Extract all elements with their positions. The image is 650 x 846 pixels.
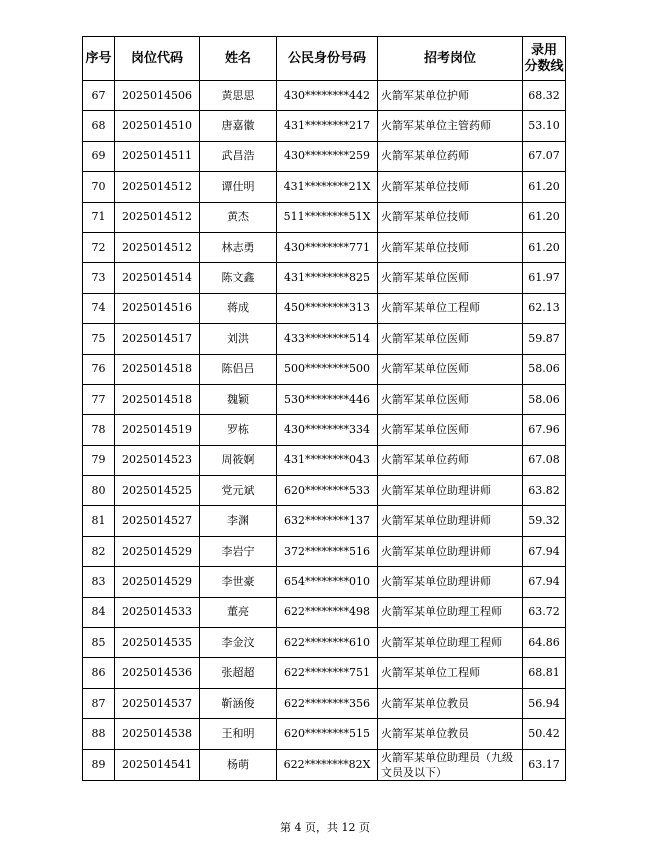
cell-seq: 81 [83, 506, 115, 536]
cell-name: 唐嘉徽 [200, 111, 277, 141]
cell-id: 511********51X [277, 202, 378, 232]
cell-code: 2025014535 [115, 628, 200, 658]
cell-id: 450********313 [277, 293, 378, 323]
cell-code: 2025014527 [115, 506, 200, 536]
cell-score: 61.20 [523, 172, 566, 202]
cell-code: 2025014537 [115, 688, 200, 718]
cell-id: 622********82X [277, 749, 378, 780]
header-score-line1: 录用 [530, 42, 557, 58]
cell-code: 2025014512 [115, 232, 200, 262]
cell-code: 2025014536 [115, 658, 200, 688]
cell-score: 56.94 [523, 688, 566, 718]
cell-seq: 71 [83, 202, 115, 232]
cell-id: 622********751 [277, 658, 378, 688]
cell-name: 罗栋 [200, 415, 277, 445]
cell-position: 火箭军某单位医师 [378, 263, 523, 293]
cell-id: 431********21X [277, 172, 378, 202]
cell-position: 火箭军某单位助理员（九级文员及以下） [378, 749, 523, 780]
header-row [83, 37, 566, 81]
cell-position: 火箭军某单位教员 [378, 688, 523, 718]
cell-position: 火箭军某单位助理讲师 [378, 536, 523, 566]
cell-score: 61.20 [523, 232, 566, 262]
cell-seq: 77 [83, 384, 115, 414]
cell-score: 64.86 [523, 628, 566, 658]
cell-score: 67.94 [523, 567, 566, 597]
table-row [83, 172, 566, 202]
cell-position: 火箭军某单位助理工程师 [378, 597, 523, 627]
cell-seq: 80 [83, 476, 115, 506]
cell-code: 2025014519 [115, 415, 200, 445]
cell-seq: 68 [83, 111, 115, 141]
header-code: 岗位代码 [115, 37, 200, 81]
cell-code: 2025014533 [115, 597, 200, 627]
cell-seq: 86 [83, 658, 115, 688]
table-row [83, 202, 566, 232]
cell-name: 黄思思 [200, 81, 277, 111]
roster-table [82, 36, 566, 781]
cell-name: 周筱婀 [200, 445, 277, 475]
cell-id: 620********533 [277, 476, 378, 506]
cell-score: 67.07 [523, 141, 566, 171]
table-row [83, 324, 566, 354]
cell-score: 58.06 [523, 384, 566, 414]
header-name: 姓名 [200, 37, 277, 81]
cell-seq: 88 [83, 719, 115, 749]
cell-code: 2025014510 [115, 111, 200, 141]
cell-score: 63.72 [523, 597, 566, 627]
cell-id: 622********610 [277, 628, 378, 658]
cell-position: 火箭军某单位技师 [378, 202, 523, 232]
cell-position: 火箭军某单位助理工程师 [378, 628, 523, 658]
cell-name: 李世豪 [200, 567, 277, 597]
cell-name: 董亮 [200, 597, 277, 627]
header-seq: 序号 [83, 37, 115, 81]
cell-name: 谭仕明 [200, 172, 277, 202]
cell-name: 蒋成 [200, 293, 277, 323]
cell-code: 2025014514 [115, 263, 200, 293]
cell-seq: 85 [83, 628, 115, 658]
header-position: 招考岗位 [378, 37, 523, 81]
cell-code: 2025014523 [115, 445, 200, 475]
table-row [83, 141, 566, 171]
cell-position: 火箭军某单位医师 [378, 354, 523, 384]
cell-seq: 87 [83, 688, 115, 718]
table-row [83, 536, 566, 566]
cell-score: 59.87 [523, 324, 566, 354]
cell-seq: 79 [83, 445, 115, 475]
cell-position: 火箭军某单位助理讲师 [378, 567, 523, 597]
cell-seq: 75 [83, 324, 115, 354]
cell-name: 林志勇 [200, 232, 277, 262]
cell-name: 靳涵俊 [200, 688, 277, 718]
cell-code: 2025014518 [115, 384, 200, 414]
cell-code: 2025014525 [115, 476, 200, 506]
cell-seq: 67 [83, 81, 115, 111]
cell-name: 陈侣吕 [200, 354, 277, 384]
table-row [83, 658, 566, 688]
cell-position: 火箭军某单位助理讲师 [378, 476, 523, 506]
table-row [83, 81, 566, 111]
header-score [523, 37, 566, 81]
cell-name: 黄杰 [200, 202, 277, 232]
cell-seq: 89 [83, 749, 115, 780]
cell-id: 430********442 [277, 81, 378, 111]
cell-score: 63.17 [523, 749, 566, 780]
cell-name: 刘洪 [200, 324, 277, 354]
cell-id: 654********010 [277, 567, 378, 597]
cell-name: 张超超 [200, 658, 277, 688]
cell-score: 61.20 [523, 202, 566, 232]
cell-position: 火箭军某单位医师 [378, 324, 523, 354]
cell-position: 火箭军某单位医师 [378, 384, 523, 414]
cell-score: 68.81 [523, 658, 566, 688]
cell-id: 372********516 [277, 536, 378, 566]
cell-id: 431********825 [277, 263, 378, 293]
cell-code: 2025014511 [115, 141, 200, 171]
cell-seq: 78 [83, 415, 115, 445]
table-row [83, 628, 566, 658]
roster-body [83, 81, 566, 781]
header-score-line2: 分数线 [524, 58, 564, 74]
cell-position: 火箭军某单位药师 [378, 445, 523, 475]
cell-position: 火箭军某单位教员 [378, 719, 523, 749]
table-row [83, 597, 566, 627]
cell-id: 620********515 [277, 719, 378, 749]
table-row [83, 415, 566, 445]
cell-name: 党元斌 [200, 476, 277, 506]
table-row [83, 506, 566, 536]
cell-id: 500********500 [277, 354, 378, 384]
cell-position: 火箭军某单位技师 [378, 232, 523, 262]
cell-code: 2025014538 [115, 719, 200, 749]
table-row [83, 354, 566, 384]
cell-name: 李金汶 [200, 628, 277, 658]
table-row [83, 232, 566, 262]
cell-code: 2025014529 [115, 567, 200, 597]
cell-seq: 72 [83, 232, 115, 262]
cell-score: 50.42 [523, 719, 566, 749]
cell-code: 2025014541 [115, 749, 200, 780]
cell-position: 火箭军某单位药师 [378, 141, 523, 171]
table-row [83, 749, 566, 780]
cell-seq: 70 [83, 172, 115, 202]
cell-name: 李渊 [200, 506, 277, 536]
page-footer: 第 4 页，共 12 页 [280, 821, 370, 834]
table-row [83, 111, 566, 141]
cell-code: 2025014516 [115, 293, 200, 323]
cell-code: 2025014512 [115, 172, 200, 202]
cell-seq: 76 [83, 354, 115, 384]
cell-score: 67.08 [523, 445, 566, 475]
cell-name: 武昌浩 [200, 141, 277, 171]
cell-code: 2025014529 [115, 536, 200, 566]
cell-seq: 74 [83, 293, 115, 323]
table-row [83, 293, 566, 323]
cell-score: 68.32 [523, 81, 566, 111]
cell-id: 530********446 [277, 384, 378, 414]
cell-score: 67.94 [523, 536, 566, 566]
cell-code: 2025014517 [115, 324, 200, 354]
table-row [83, 263, 566, 293]
cell-score: 58.06 [523, 354, 566, 384]
cell-name: 王和明 [200, 719, 277, 749]
cell-name: 李岩宁 [200, 536, 277, 566]
cell-score: 63.82 [523, 476, 566, 506]
cell-id: 632********137 [277, 506, 378, 536]
cell-seq: 69 [83, 141, 115, 171]
cell-id: 622********356 [277, 688, 378, 718]
cell-score: 61.97 [523, 263, 566, 293]
cell-score: 62.13 [523, 293, 566, 323]
cell-id: 430********771 [277, 232, 378, 262]
cell-code: 2025014506 [115, 81, 200, 111]
cell-name: 杨萌 [200, 749, 277, 780]
cell-position: 火箭军某单位工程师 [378, 658, 523, 688]
cell-seq: 82 [83, 536, 115, 566]
table-row [83, 688, 566, 718]
cell-code: 2025014518 [115, 354, 200, 384]
cell-id: 431********043 [277, 445, 378, 475]
cell-score: 53.10 [523, 111, 566, 141]
cell-id: 431********217 [277, 111, 378, 141]
cell-seq: 73 [83, 263, 115, 293]
cell-seq: 83 [83, 567, 115, 597]
table-row [83, 384, 566, 414]
table-row [83, 476, 566, 506]
cell-id: 433********514 [277, 324, 378, 354]
cell-position: 火箭军某单位主管药师 [378, 111, 523, 141]
cell-score: 59.32 [523, 506, 566, 536]
cell-position: 火箭军某单位技师 [378, 172, 523, 202]
cell-name: 陈文鑫 [200, 263, 277, 293]
cell-name: 魏颖 [200, 384, 277, 414]
table-row [83, 567, 566, 597]
table-row [83, 719, 566, 749]
cell-seq: 84 [83, 597, 115, 627]
header-id: 公民身份号码 [277, 37, 378, 81]
cell-position: 火箭军某单位工程师 [378, 293, 523, 323]
cell-id: 430********259 [277, 141, 378, 171]
cell-score: 67.96 [523, 415, 566, 445]
cell-position: 火箭军某单位助理讲师 [378, 506, 523, 536]
cell-id: 430********334 [277, 415, 378, 445]
cell-position: 火箭军某单位护师 [378, 81, 523, 111]
cell-code: 2025014512 [115, 202, 200, 232]
cell-id: 622********498 [277, 597, 378, 627]
cell-position: 火箭军某单位医师 [378, 415, 523, 445]
table-row [83, 445, 566, 475]
